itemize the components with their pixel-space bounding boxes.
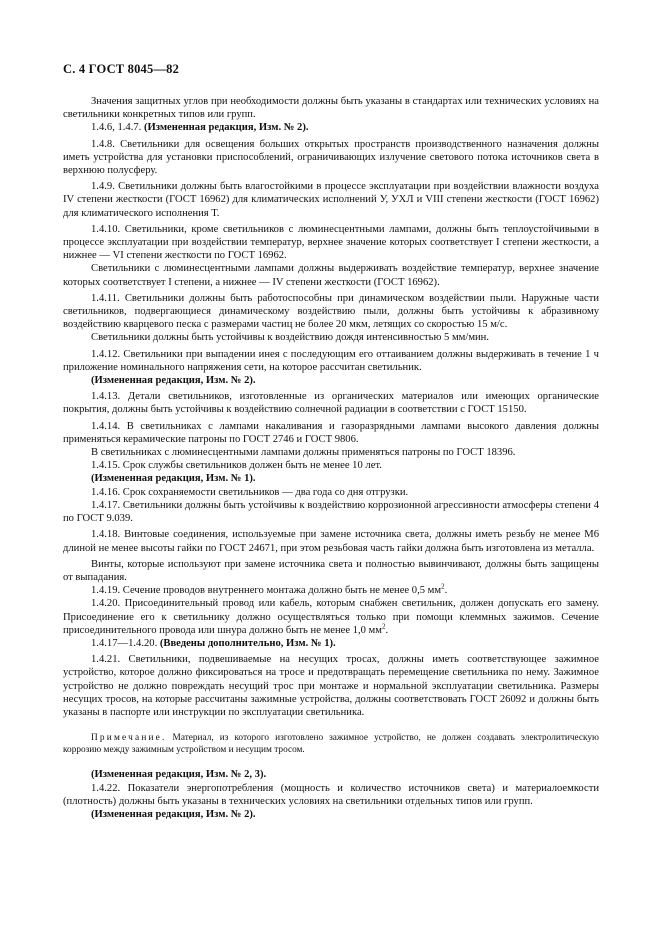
paragraph: 1.4.22. Показатели энергопотребления (мощность и количество источников света) и материалоемкости (плотность) должны быть указаны в технических условиях на светильники отдельных типов или групп. xyxy=(63,782,599,807)
paragraph: 1.4.11. Светильники должны быть работоспособны при динамическом воздействии пыли. Наружные части светильников, подвергающиеся динамическому воздействию пыли, должны быть устойчивы к абразивному воздействию кварцевого песка с размерами частиц не более 20 мкм, летящих со скоростью 15 м/с. xyxy=(63,292,599,331)
amendment-note: (Измененная редакция, Изм. № 1). xyxy=(91,473,256,485)
paragraph: Винты, которые используют при замене источника света и полностью вывинчивают, должны быть защищены от выпадания. xyxy=(63,558,599,583)
paragraph xyxy=(63,768,599,781)
footnote-note: Примечание. Материал, из которого изготовлено зажимное устройство, не должен создавать электролитическую коррозию между зажимным устройством и несущим тросом. xyxy=(63,733,599,755)
paragraph: Светильники с люминесцентными лампами должны выдерживать воздействие температур, верхнее значение которых соответствует I степени, а нижнее — IV степени жесткости (ГОСТ 16962). xyxy=(63,263,599,288)
paragraph: Значения защитных углов при необходимости должны быть указаны в стандартах или технических условиях на светильники конкретных типов или групп. xyxy=(63,96,599,121)
paragraph: 1.4.15. Срок службы светильников должен быть не менее 10 лет. xyxy=(91,460,382,472)
paragraph: 1.4.21. Светильники, подвешиваемые на несущих тросах, должны иметь соответствующее зажимное устройство, которое должно фиксироваться на тросе и предотвращать перемещение светильника по нему. Зажимное устройство не должно повреждать несущий трос при монтаже и нормальной эксплуатации светильника. Размеры несущих тросов, на которые рассчитаны зажимные устройства, должны соответствовать ГОСТ 26092 и должны быть указаны в паспорте или инструкции по эксплуатации светильника. xyxy=(63,654,599,718)
amendment-note: (Введены дополнительно, Изм. № 1). xyxy=(159,637,336,649)
paragraph: 1.4.14. В светильниках с лампами накаливания и газоразрядными лампами высокого давления должны применяться керамические патроны по ГОСТ 2746 и ГОСТ 9806. xyxy=(63,420,599,445)
paragraph: 1.4.8. Светильники для освещения больших открытых пространств производственного назначения должны иметь устройства для установки приспособлений, ограничивающих излучение светового потока источников света в верхнюю полусферу. xyxy=(63,138,599,177)
paragraph xyxy=(63,374,599,387)
amendment-note: (Измененная редакция, Изм. № 2). xyxy=(91,375,256,387)
paragraph: 1.4.20. Присоединительный провод или кабель, которым снабжен светильник, должен допускать его замену. Присоединение его к светильнику должно осуществляться только при помощи клеммных зажимов. Сечение присоединительного провода или шнура должно быть не менее 1,0 $мм^2$. xyxy=(63,598,599,636)
paragraph: 1.4.9. Светильники должны быть влагостойкими в процессе эксплуатации при воздействии влажности воздуха IV степени жесткости (ГОСТ 16962) для климатических исполнений У, УХЛ и VIII степени жесткости (ГОСТ 16962) для климатического исполнения Т. xyxy=(63,181,599,219)
paragraph xyxy=(63,472,599,485)
document-body xyxy=(63,95,599,821)
paragraph: 1.4.18. Винтовые соединения, используемые при замене источника света, должны иметь резьбу не менее М6 длиной не менее высоты гайки по ГОСТ 24671, при этом резьбовая часть гайки должна быть изготовлена из металла. xyxy=(63,529,599,554)
paragraph: 1.4.6, 1.4.7. (Измененная редакция, Изм. № 2). xyxy=(91,122,309,134)
amendment-note: (Измененная редакция, Изм. № 2, 3). xyxy=(91,769,267,781)
paragraph: Светильники должны быть устойчивы к воздействию дождя интенсивностью 5 мм/мин. xyxy=(91,332,490,344)
paragraph: 1.4.10. Светильники, кроме светильников с люминесцентными лампами, должны быть теплоустойчивыми в процессе эксплуатации при воздействии температур, верхнее значение которых соответствует I степени жесткости, а нижнее — VI степени жесткости по ГОСТ 16962. xyxy=(63,223,599,262)
paragraph: 1.4.16. Срок сохраняемости светильников — два года со дня отгрузки. xyxy=(91,486,409,498)
paragraph xyxy=(63,808,599,821)
page-header: С. 4 ГОСТ 8045—82 xyxy=(63,62,180,76)
paragraph: 1.4.12. Светильники при выпадении инея с последующим его оттаиванием должны выдерживать в течение 1 ч приложение номинального напряжения сети, на которое рассчитан светильник. xyxy=(63,348,599,373)
amendment-note: (Измененная редакция, Изм. № 2). xyxy=(91,808,256,820)
paragraph: 1.4.17—1.4.20. (Введены дополнительно, Изм. № 1). xyxy=(91,637,336,649)
paragraph: 1.4.19. Сечение проводов внутреннего монтажа должно быть не менее 0,5 $мм^2$. xyxy=(91,582,448,597)
paragraph: В светильниках с люминесцентными лампами должны применяться патроны по ГОСТ 18396. xyxy=(91,447,516,459)
amendment-note: (Измененная редакция, Изм. № 2). xyxy=(143,122,309,134)
paragraph: 1.4.17. Светильники должны быть устойчивы к воздействию коррозионной агрессивности атмосферы степени 4 по ГОСТ 9.039. xyxy=(63,499,599,525)
paragraph: 1.4.13. Детали светильников, изготовленные из органических материалов или имеющих органические покрытия, должны быть устойчивы к воздействию солнечной радиации в соответствии с ГОСТ 15150. xyxy=(63,391,599,416)
note-lead: Примечание. xyxy=(91,733,167,744)
